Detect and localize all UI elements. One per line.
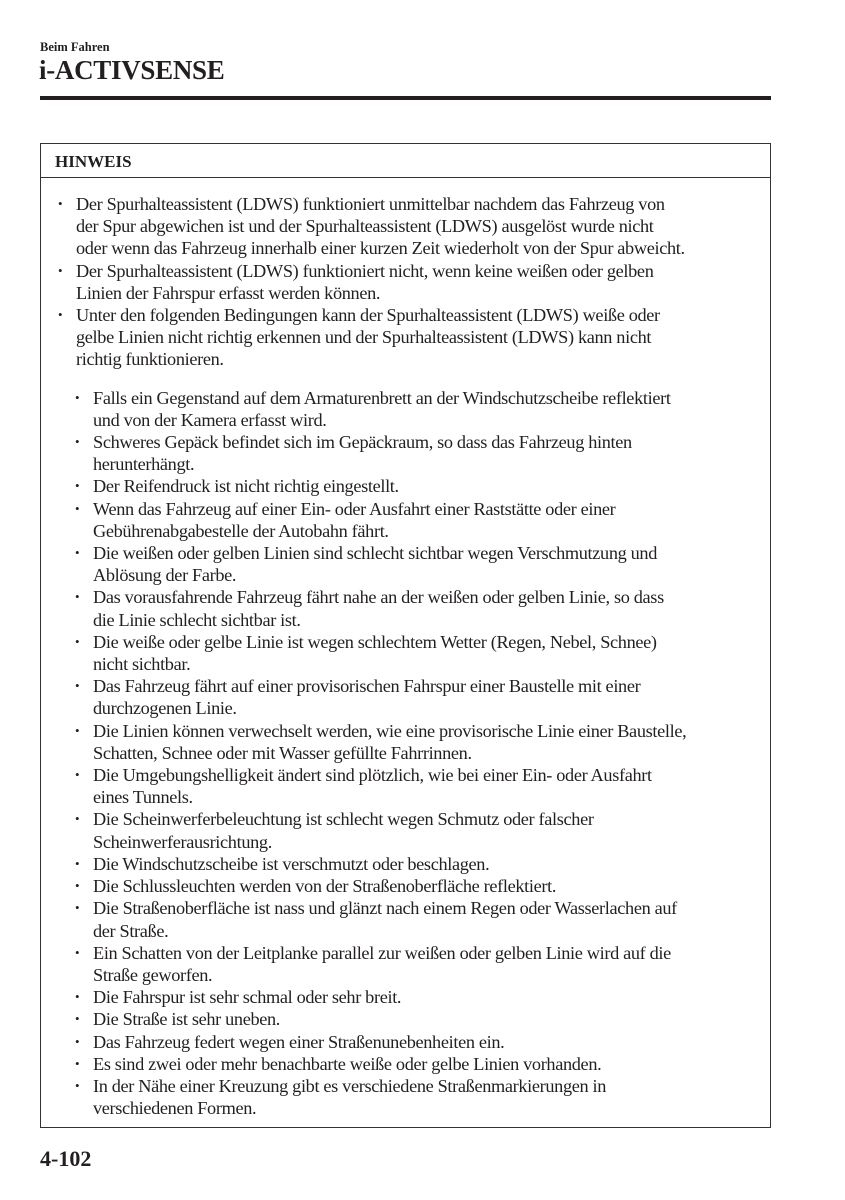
page-title: i-ACTIVSENSE [39,55,225,85]
text-line: Ein Schatten von der Leitplanke parallel zur weißen oder gelben Linie wird auf die [93,942,671,963]
text-line: Das vorausfahrende Fahrzeug fährt nahe an der weißen oder gelben Linie, so dass [93,587,664,608]
text-line: und von der Kamera erfasst wird. [93,409,327,430]
text-line: oder wenn das Fahrzeug innerhalb einer kurzen Zeit wiederholt von der Spur abweicht. [76,238,685,259]
bullet-icon: • [75,1011,80,1027]
sub-list-item [41,586,770,630]
bullet-icon: • [75,434,80,450]
text-line: gelbe Linien nicht richtig erkennen und der Spurhalteassistent (LDWS) kann nicht [76,327,652,348]
bullet-icon: • [75,878,80,894]
text-line: Unter den folgenden Bedingungen kann der Spurhalteassistent (LDWS) weiße oder [76,305,660,326]
text-line: Die Straßenoberfläche ist nass und glänzt nach einem Regen oder Wasserlachen auf [93,898,677,919]
text-line: Das Fahrzeug fährt auf einer provisorischen Fahrspur einer Baustelle mit einer [93,676,641,697]
sub-list-item [41,431,770,475]
bullet-icon: • [75,989,80,1005]
bullet-icon: • [75,589,80,605]
bullet-icon: • [75,500,80,516]
text-line: Die weiße oder gelbe Linie ist wegen schlechtem Wetter (Regen, Nebel, Schnee) [93,631,657,652]
notice-box [40,143,771,1128]
text-line: Es sind zwei oder mehr benachbarte weiße oder gelbe Linien vorhanden. [93,1053,602,1074]
sub-list-item [41,1031,770,1053]
text-line: Die Straße ist sehr uneben. [93,1009,281,1030]
sub-list-item [41,942,770,986]
sub-list-item [41,631,770,675]
sub-list-item [41,542,770,586]
text-line: Die Schlussleuchten werden von der Straßenoberfläche reflektiert. [93,876,557,897]
text-line: Der Spurhalteassistent (LDWS) funktioniert nicht, wenn keine weißen oder gelben [76,260,654,281]
bullet-icon: • [75,855,80,871]
sub-list-item [41,720,770,764]
text-line: Die Windschutzscheibe ist verschmutzt oder beschlagen. [93,853,490,874]
text-line: herunterhängt. [93,454,195,475]
text-line: Straße geworfen. [93,964,213,985]
bullet-icon: • [58,262,63,278]
notice-content [41,193,770,1119]
bullet-icon: • [75,389,80,405]
bullet-icon: • [75,633,80,649]
sub-list-item [41,764,770,808]
text-line: Die Linien können verwechselt werden, wie eine provisorische Linie einer Baustelle, [93,720,687,741]
bullet-icon: • [75,722,80,738]
text-line: Falls ein Gegenstand auf dem Armaturenbrett an der Windschutzscheibe reflektiert [93,387,671,408]
sub-list-item [41,808,770,852]
sub-list-item [41,387,770,431]
text-line: Gebührenabgabestelle der Autobahn fährt. [93,520,389,541]
sub-list-item [41,1053,770,1075]
page-number: 4-102 [40,1146,92,1171]
text-line: Der Spurhalteassistent (LDWS) funktioniert unmittelbar nachdem das Fahrzeug von [76,194,665,214]
section-label: Beim Fahren [40,40,110,54]
text-line: die Linie schlecht sichtbar ist. [93,609,301,630]
bullet-icon: • [75,944,80,960]
bullet-icon: • [58,307,63,323]
text-line: In der Nähe einer Kreuzung gibt es verschiedene Straßenmarkierungen in [93,1075,607,1096]
bullet-icon: • [75,1055,80,1071]
list-item [41,260,770,304]
text-line: Das Fahrzeug federt wegen einer Straßenunebenheiten ein. [93,1031,505,1052]
bullet-icon: • [58,196,63,211]
bullet-icon: • [75,678,80,694]
bullet-icon: • [75,900,80,916]
text-line: richtig funktionieren. [76,349,224,370]
bullet-icon: • [75,811,80,827]
text-line: Ablösung der Farbe. [93,565,237,586]
text-line: eines Tunnels. [93,787,193,808]
list-item [41,193,770,260]
sub-list-item [41,986,770,1008]
bullet-icon: • [75,478,80,494]
text-line: Scheinwerferausrichtung. [93,831,272,852]
sub-list-item [41,675,770,719]
bullet-icon: • [75,1033,80,1049]
text-line: verschiedenen Formen. [93,1098,257,1119]
text-line: Wenn das Fahrzeug auf einer Ein- oder Ausfahrt einer Raststätte oder einer [93,498,616,519]
text-line: der Straße. [93,920,169,941]
text-line: Der Reifendruck ist nicht richtig eingestellt. [93,476,399,497]
sub-list-item [41,897,770,941]
bullet-icon: • [75,545,80,561]
list-item [41,304,770,371]
sub-list-item [41,1075,770,1119]
text-line: Die Umgebungshelligkeit ändert sind plötzlich, wie bei einer Ein- oder Ausfahrt [93,765,652,786]
sub-list-item [41,875,770,897]
sub-list-item [41,475,770,497]
title-rule [40,96,771,100]
sub-list-item [41,853,770,875]
sub-list-item [41,498,770,542]
text-line: Schweres Gepäck befindet sich im Gepäckraum, so dass das Fahrzeug hinten [93,432,632,453]
text-line: Die Scheinwerferbeleuchtung ist schlecht wegen Schmutz oder falscher [93,809,594,830]
text-line: Die weißen oder gelben Linien sind schlecht sichtbar wegen Verschmutzung und [93,543,657,564]
text-line: Schatten, Schnee oder mit Wasser gefüllte Fahrrinnen. [93,742,472,763]
notice-heading: HINWEIS [41,144,770,178]
text-line: Die Fahrspur ist sehr schmal oder sehr breit. [93,987,402,1008]
list-gap [41,371,770,387]
text-line: durchzogenen Linie. [93,698,237,719]
sub-list-item [41,1008,770,1030]
text-line: Linien der Fahrspur erfasst werden können. [76,282,381,303]
bullet-icon: • [75,767,80,783]
bullet-icon: • [75,1077,80,1093]
text-line: nicht sichtbar. [93,654,191,675]
text-line: der Spur abgewichen ist und der Spurhalteassistent (LDWS) ausgelöst wurde nicht [76,216,654,237]
